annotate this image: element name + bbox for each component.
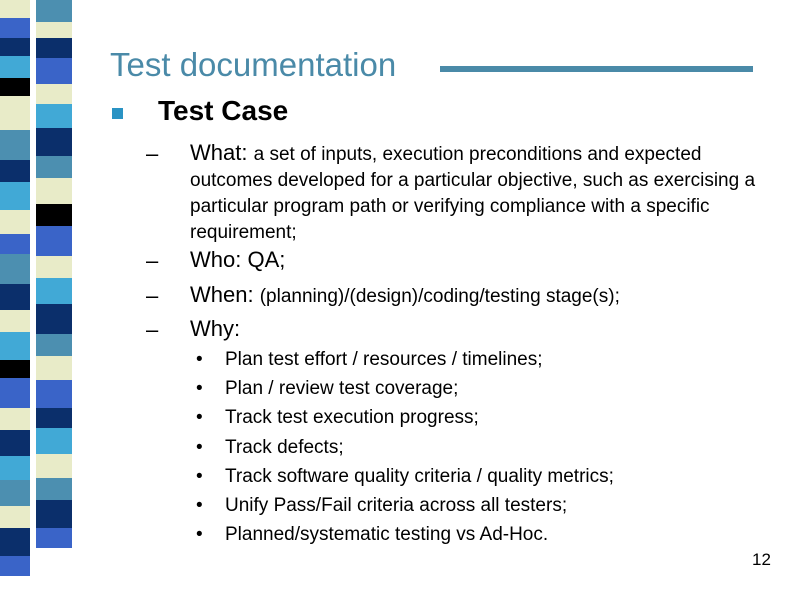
stripe-block (0, 528, 30, 556)
item-what (190, 141, 770, 245)
stripe-block (36, 84, 72, 104)
who-label: Who: QA; (190, 247, 286, 272)
stripe-block (36, 256, 72, 278)
stripe-block (36, 58, 72, 84)
when-label: When: (190, 282, 254, 307)
dot-bullet-icon: • (196, 495, 203, 516)
square-bullet-icon (112, 108, 123, 119)
stripe-block (36, 204, 72, 226)
dash-bullet-icon: – (146, 283, 159, 308)
why-bullet: Unify Pass/Fail criteria across all testers; (225, 495, 568, 516)
why-label: Why: (190, 316, 241, 341)
stripe-block (0, 360, 30, 378)
stripe-block (36, 528, 72, 548)
stripe-block (36, 356, 72, 380)
stripe-block (36, 104, 72, 128)
stripe-block (36, 0, 72, 22)
stripe-block (0, 284, 30, 310)
stripe-block (0, 182, 30, 210)
stripe-block (0, 254, 30, 284)
stripe-block (36, 500, 72, 528)
item-who (190, 248, 770, 272)
dash-bullet-icon: – (146, 141, 159, 166)
what-label: What: (190, 140, 248, 165)
stripe-block (0, 234, 30, 254)
stripe-block (36, 156, 72, 178)
stripe-block (36, 278, 72, 304)
stripe-block (0, 310, 30, 332)
stripe-block (0, 480, 30, 506)
stripe-column-left (0, 0, 30, 600)
stripe-block (36, 22, 72, 38)
stripe-block (36, 408, 72, 428)
stripe-block (0, 130, 30, 160)
stripe-block (0, 0, 30, 18)
why-bullet: Track test execution progress; (225, 407, 479, 428)
why-bullet: Plan / review test coverage; (225, 378, 459, 399)
stripe-block (0, 18, 30, 38)
stripe-block (0, 506, 30, 528)
heading-label: Test Case (158, 95, 289, 126)
why-bullet: Track defects; (225, 437, 344, 458)
stripe-block (36, 380, 72, 408)
why-bullet: Track software quality criteria / quality metrics; (225, 466, 614, 487)
stripe-block (36, 428, 72, 454)
dot-bullet-icon: • (196, 349, 203, 370)
stripe-column-right (36, 0, 72, 600)
stripe-block (36, 334, 72, 356)
stripe-block (0, 332, 30, 360)
slide-title: Test documentation (110, 46, 397, 83)
dash-bullet-icon: – (146, 248, 159, 273)
page-number: 12 (752, 550, 771, 569)
stripe-block (0, 456, 30, 480)
when-text: (planning)/(design)/coding/testing stage(s); (259, 286, 620, 307)
stripe-block (36, 128, 72, 156)
why-bullet: Planned/systematic testing vs Ad-Hoc. (225, 524, 549, 545)
stripe-block (0, 38, 30, 56)
item-why (190, 317, 770, 341)
stripe-block (0, 96, 30, 130)
item-when (190, 283, 770, 309)
what-text: a set of inputs, execution preconditions and expected outcomes developed for a particular objective, such as exercising a particular program path or verifying compliance with a specific requirement; (190, 144, 756, 243)
dot-bullet-icon: • (196, 407, 203, 428)
title-underline-rule (440, 66, 753, 72)
stripe-block (0, 430, 30, 456)
stripe-block (0, 408, 30, 430)
dot-bullet-icon: • (196, 437, 203, 458)
stripe-block (36, 178, 72, 204)
stripe-block (36, 454, 72, 478)
why-bullet: Plan test effort / resources / timelines; (225, 349, 543, 370)
stripe-block (0, 160, 30, 182)
stripe-block (0, 210, 30, 234)
stripe-block (0, 56, 30, 78)
stripe-block (36, 38, 72, 58)
stripe-block (36, 226, 72, 256)
stripe-block (36, 304, 72, 334)
dot-bullet-icon: • (196, 466, 203, 487)
stripe-block (0, 556, 30, 576)
decorative-stripe-border (0, 0, 72, 600)
dot-bullet-icon: • (196, 524, 203, 545)
stripe-block (0, 78, 30, 96)
stripe-block (36, 478, 72, 500)
dot-bullet-icon: • (196, 378, 203, 399)
dash-bullet-icon: – (146, 317, 159, 342)
stripe-block (0, 378, 30, 408)
